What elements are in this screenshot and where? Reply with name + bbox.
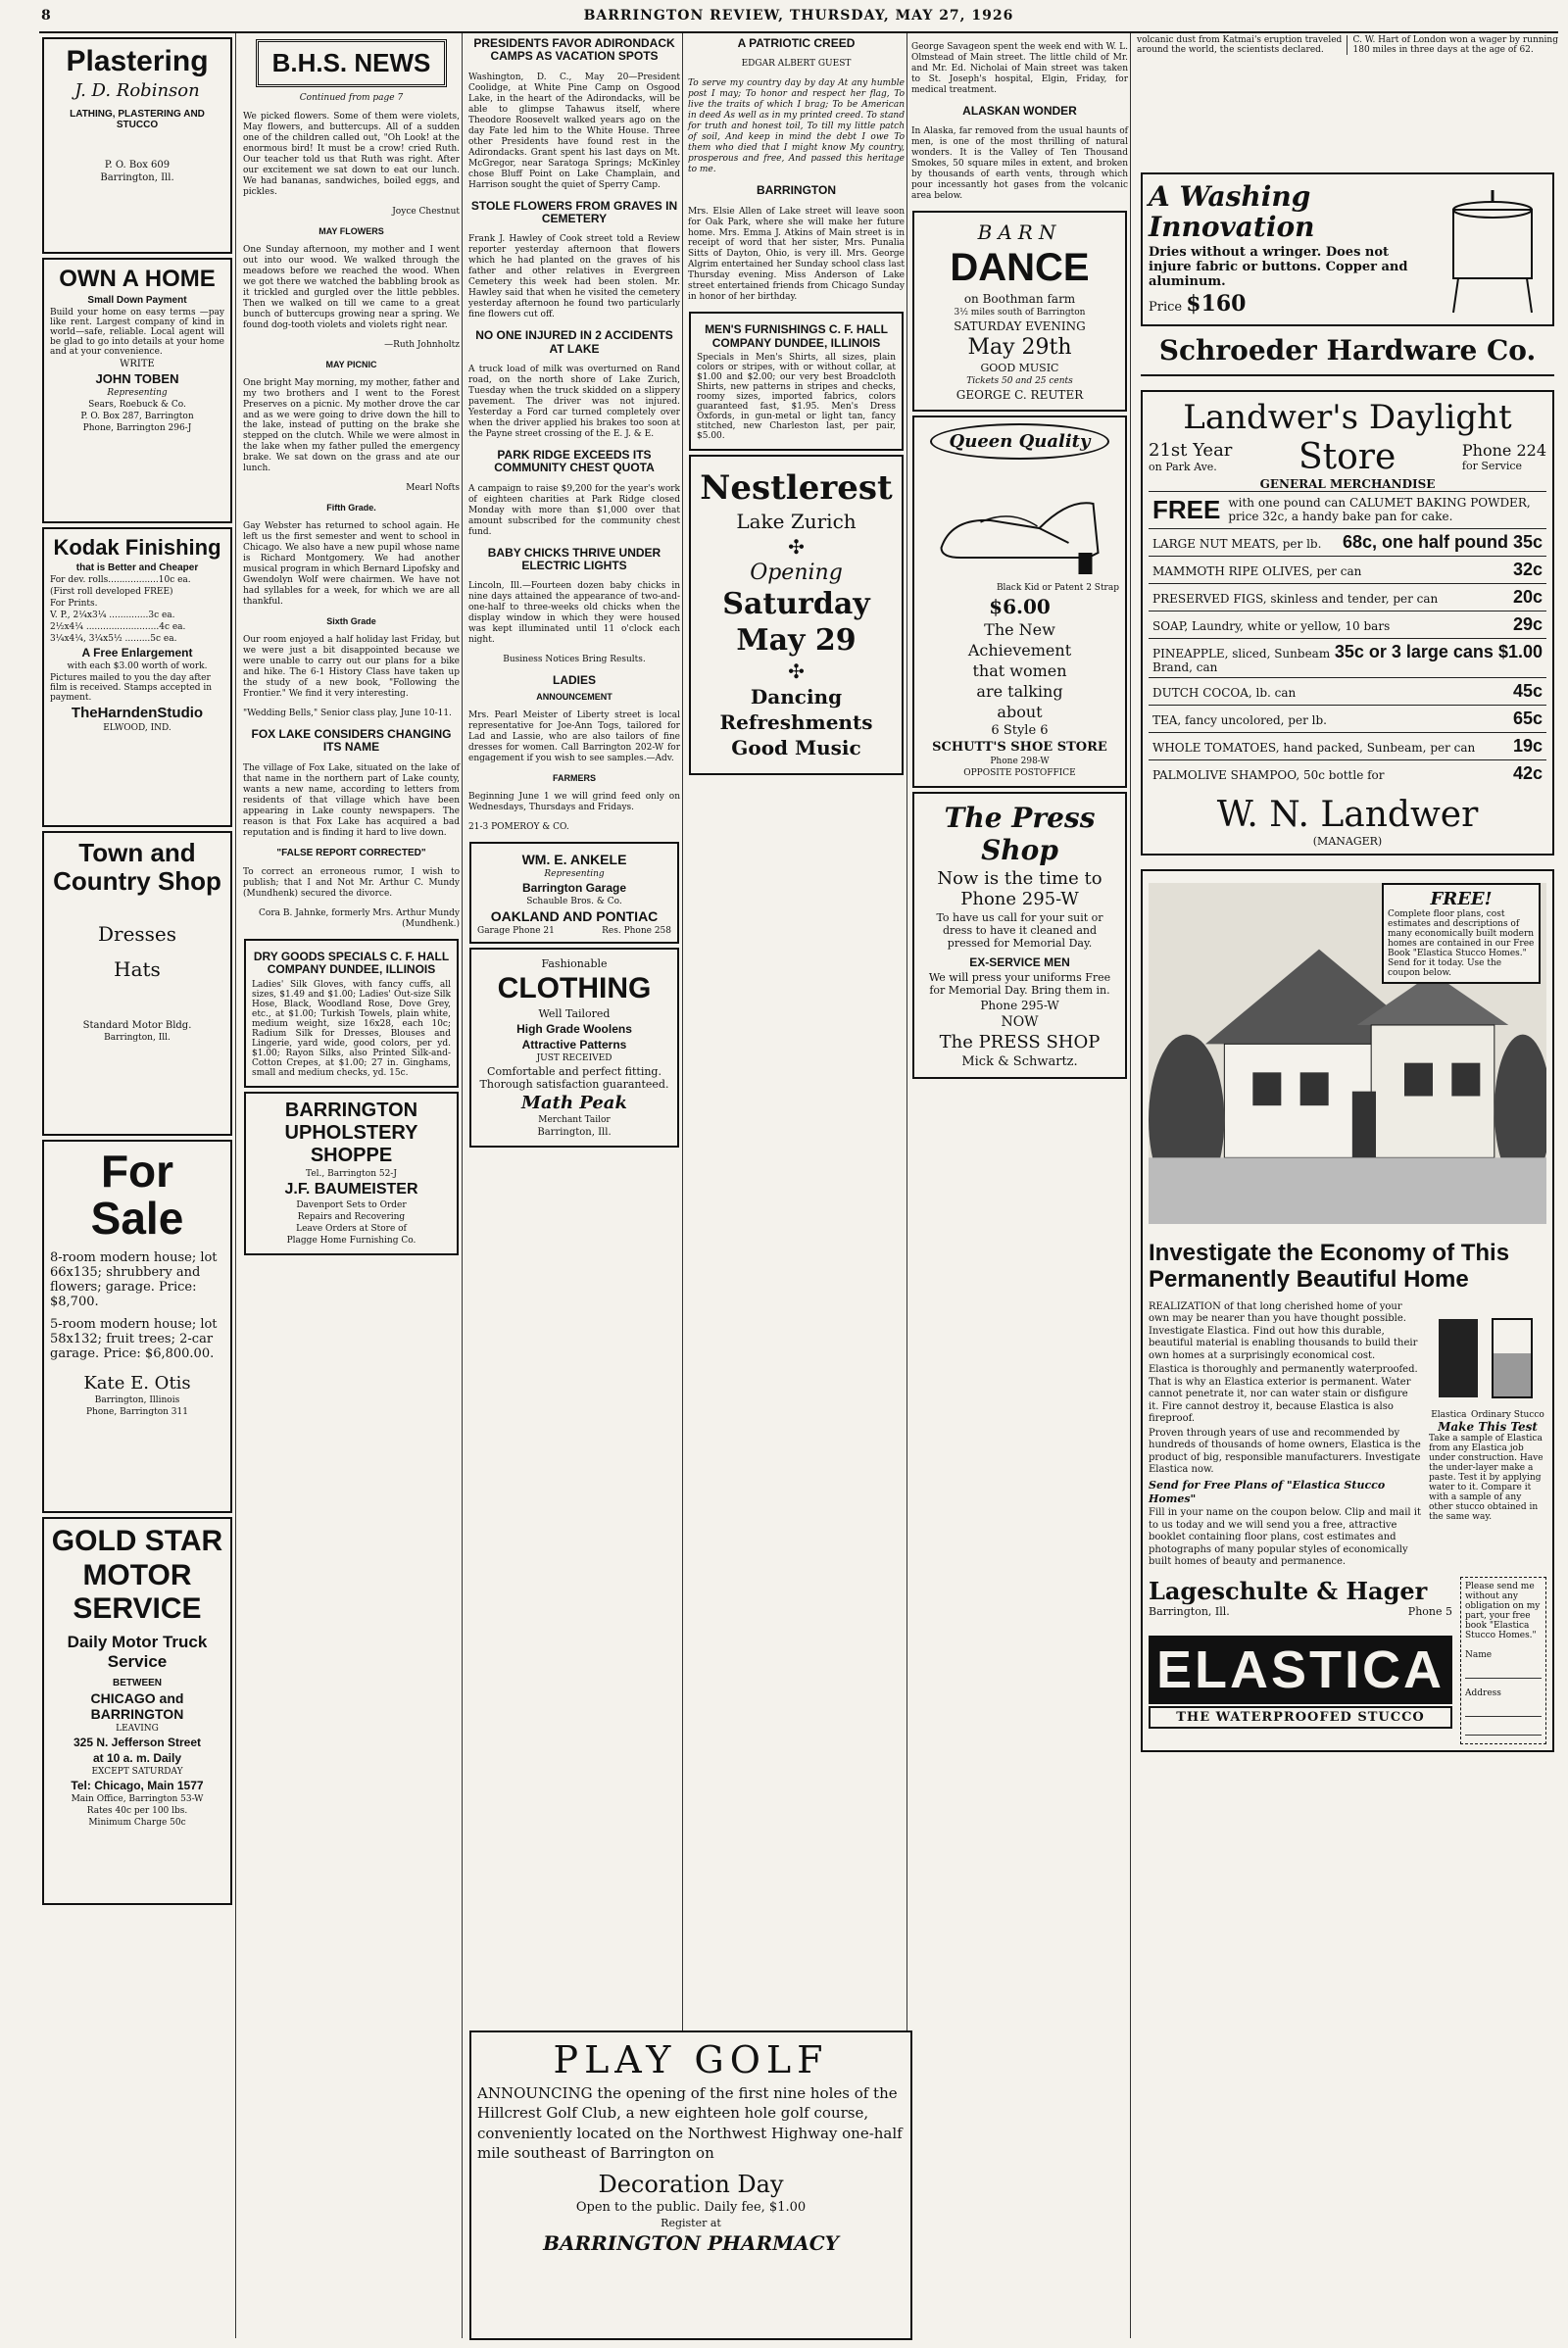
item-name: WHOLE TOMATOES, hand packed, Sunbeam, per can xyxy=(1152,740,1476,755)
item-name: PALMOLIVE SHAMPOO, 50c bottle for xyxy=(1152,767,1385,782)
dealer-town: Barrington, Ill. xyxy=(1149,1604,1230,1618)
ad-year: 21st Year xyxy=(1149,440,1233,462)
price-row xyxy=(1149,732,1546,759)
ad-box: P. O. Box 287, Barrington xyxy=(80,412,194,421)
ad-dresses: Dresses xyxy=(97,922,177,947)
ad-phone: Phone, Barrington 296-J xyxy=(82,423,192,433)
headline: NO ONE INJURED IN 2 ACCIDENTS AT LAKE xyxy=(475,328,673,356)
ad-title: PLAY GOLF xyxy=(553,2038,829,2081)
washing-ad xyxy=(1141,172,1554,326)
coupon-name-field[interactable] xyxy=(1465,1664,1542,1679)
article-text: To correct an erroneous rumor, I wish to publish; that I and Not Mr. Arthur C. Mundy (Mundhenk) secured the divorce. xyxy=(243,866,460,899)
item-name: MAMMOTH RIPE OLIVES, per can xyxy=(1152,563,1362,578)
price-value: $160 xyxy=(1186,290,1247,317)
ad-address: 325 N. Jefferson Street xyxy=(73,1735,202,1749)
headline: MAY FLOWERS xyxy=(318,225,384,236)
listing-1: 8-room modern house; lot 66x135; shrubbery and flowers; garage. Price: $8,700. xyxy=(50,1249,218,1309)
article-text: Gay Webster has returned to school again. He left us the first semester and went to school in Chicago. We also have a new pupil whose name is Richard Montgomery. We had another musical program in which Bernard Lipofsky and Gwendolyn Wolf were chairmen. We have not had syllables for a week, for which we are all thankful. xyxy=(243,521,460,608)
ad-owner: W. N. Landwer xyxy=(1216,794,1479,835)
ad-title: Landwer's Daylight xyxy=(1183,397,1512,437)
ad-cars: OAKLAND AND PONTIAC xyxy=(490,907,659,924)
column-6 xyxy=(1133,33,1562,2338)
ad-park: on Park Ave. xyxy=(1149,461,1217,474)
ad-owners: Mick & Schwartz. xyxy=(961,1054,1078,1070)
headline: LADIES xyxy=(552,673,596,688)
ad-tel: Tel., Barrington 52-J xyxy=(306,1168,397,1179)
ad-studio: TheHarndenStudio xyxy=(71,705,204,721)
ad-title: The Press Shop xyxy=(944,802,1096,867)
article-text: Mrs. Elsie Allen of Lake street will leave soon for Oak Park, where she will make her future home. Mrs. Emma J. Atkins of Main street is in receipt of word that her sister, Mrs. Punalia Sitts of Dayton, Ohio, is very ill. Mrs. George Algrim entertained her Sunday school class last Thursday evening. Miss Anderson of Lake street entertained friends from Chicago Sunday in honor of her birthday. xyxy=(688,206,905,303)
item-price: 19c xyxy=(1512,735,1543,756)
ad-company: Sears, Roebuck & Co. xyxy=(88,400,186,410)
test-text: Take a sample of Elastica from any Elastica job under construction. Have the under-layer make a paste. Test it by applying water to it. Compare it with a sample of any other stucco obtained in the same way. xyxy=(1429,1433,1544,1522)
ad-name: GEORGE C. REUTER xyxy=(956,388,1084,403)
elastica-text xyxy=(1149,1299,1421,1571)
ad-manager: (MANAGER) xyxy=(1312,834,1383,848)
ad-title: OWN A HOME xyxy=(59,266,216,292)
article-text: George Savageon spent the week end with W. L. Olmstead of Main street. The little child of Mr. and Mr. Ed. Nicholai of Main street was taken to St. Joseph's hospital, Elgin, Friday, for medical treatment. xyxy=(911,42,1128,95)
shoe-icon xyxy=(920,460,1119,577)
article-text: One Sunday afternoon, my mother and I went out into our wood. We walked through the meadows before we reached the wood. When we got there we watched the babbling brook as it trickled and gurgled over the little pebbles. Then we walked on till we came to a great bunch of buttercups growing near a spring. We found dog-tooth violets and violets right near. xyxy=(243,244,460,330)
ad-paragraph: Elastica is thoroughly and permanently waterproofed. That is why an Elastica exterior is permanent. Water cannot penetrate it, nor can water stain or disfigure it. Fire cannot destroy it, because Elastica is also fireproof. xyxy=(1149,1364,1418,1425)
article xyxy=(911,42,1128,202)
article-text: Lincoln, Ill.—Fourteen dozen baby chicks in nine days attained the appearance of two-and-one-half to three-weeks old chicks when the display window in which they were housed was kept illuminated until 11 o'clock each night. xyxy=(468,581,680,646)
ad-line: Leave Orders at Store of xyxy=(296,1223,407,1234)
queen-quality-logo: Queen Quality xyxy=(930,423,1110,460)
item-name: TEA, fancy uncolored, per lb. xyxy=(1152,712,1327,727)
free-text: Complete floor plans, cost estimates and descriptions of many economically built modern homes are contained in our Free Book "Elastica Stucco Homes." Send for it today. Use the coupon below. xyxy=(1388,908,1535,978)
ad-garage: Barrington Garage xyxy=(521,880,627,895)
ad-contact-name: JOHN TOBEN xyxy=(95,371,179,386)
ad-shop: SCHUTT'S SHOE STORE xyxy=(932,740,1107,756)
ad-body: ANNOUNCING the opening of the first nine holes of the Hillcrest Golf Club, a new eighteen hole golf course, conveniently located on the Northwest Highway one-half mile southeast of Barrington on xyxy=(477,2084,903,2162)
poem-text: To serve my country day by day At any humble post I may; To honor and respect her flag, To live the traits of which I brag; To be American in deed As well as in my printed creed. To stand for truth and honest toil, To till my little patch of soil, And keep in mind the debt I owe To them who died that I might know My country, prosperous and free, And passed this heritage to me. xyxy=(688,78,905,175)
filler-line: Business Notices Bring Results. xyxy=(503,655,646,665)
ornament-icon: ✣ xyxy=(788,535,805,560)
ad-register: Register at xyxy=(661,2217,721,2229)
ad-now: Now is the time to Phone 295-W xyxy=(937,868,1102,910)
dealer-info xyxy=(1149,1605,1452,1618)
ad-body: Comfortable and perfect fitting. Thorough satisfaction guaranteed. xyxy=(479,1064,669,1091)
signature: Mearl Nofts xyxy=(406,483,460,494)
play-golf-ad xyxy=(469,2030,912,2340)
item-name: LARGE NUT MEATS, per lb. xyxy=(1152,536,1322,551)
ad-line: Plagge Home Furnishing Co. xyxy=(286,1235,416,1246)
article xyxy=(688,37,905,303)
item-price: 68c, one half pound 35c xyxy=(1342,531,1543,552)
ad-mail-note: Pictures mailed to you the day after film is received. Stamps accepted in payment. xyxy=(50,673,213,703)
ad-title: Town and Country Shop xyxy=(53,838,221,896)
article-text: In Alaska, far removed from the usual haunts of men, is one of the most thrilling of natural wonders. It is the Valley of Ten Thousand Smokes, 50 square miles in extent, and broken by thousands of earth vents, through which pour incessantly hot gases from the volcanic area below. xyxy=(911,126,1128,202)
ad-sub: that is Better and Cheaper xyxy=(75,563,199,573)
ad-music: GOOD MUSIC xyxy=(980,362,1059,375)
article-text: We picked flowers. Some of them were violets, May flowers, and buttercups. All of a sudden one of the children called out, "Oh Look! at the enormous bird! It must be a crow! cried Ruth. Our teacher told us that Ruth was right. After our excitement we sat down to eat our lunch. We had bananas, sandwiches, boiled eggs, and pickles. xyxy=(243,112,460,197)
top-briefs xyxy=(1137,35,1558,55)
article-text: A truck load of milk was overturned on Rand road, on the north shore of Lake Zurich, Tuesday when the truck skidded on a slippery pavement. The driver was not injured. Yesterday a Ford car turned completely over when the driver applied his brakes too soon at the Payne street crossing of the E. J. & E. xyxy=(468,365,680,439)
ad-now-b: NOW xyxy=(1001,1014,1039,1031)
ad-line: Repairs and Recovering xyxy=(297,1211,406,1222)
ad-phone: Phone 224 xyxy=(1461,441,1546,461)
item-name: DUTCH COCOA, lb. can xyxy=(1152,685,1297,700)
ad-day: Saturday xyxy=(722,587,870,622)
ad-name: Math Peak xyxy=(521,1092,627,1113)
test-panel xyxy=(1429,1299,1546,1571)
ad-company: Schauble Bros. & Co. xyxy=(526,896,622,906)
ad-rep: Representing xyxy=(544,868,605,879)
coupon-address-label: Address xyxy=(1465,1688,1501,1698)
headline: ANNOUNCEMENT xyxy=(536,691,612,702)
ad-top: Fashionable xyxy=(541,956,608,970)
ad-body: Ladies' Silk Gloves, with fancy cuffs, all sizes, $1.49 and $1.00; Ladies' Out-size Silk Hose, Black, Woodland Rose, Dove Grey, etc., at $1.00; Turkish Towels, plain white, medium weight, size 16x28, each 10c; Radium Silk for Dresses, Blouses and Lingerie, yard wide, good colors, per yd. $1.00; Rayon Silks, also Printed Silk-and-Cotton Crepes, at $1.00; 27 in. Ginghams, small and medium checks, yd. 15c. xyxy=(252,979,451,1078)
ad-town: Barrington, Illinois xyxy=(94,1394,180,1405)
ad-role: Merchant Tailor xyxy=(538,1114,611,1125)
article-text: "Wedding Bells," Senior class play, June 10-11. xyxy=(243,709,452,718)
ad-price xyxy=(1149,291,1433,317)
ad-title: Nestlerest xyxy=(700,468,893,509)
water-test-glasses-icon xyxy=(1429,1299,1546,1407)
ad-open: Open to the public. Daily fee, $1.00 xyxy=(575,2200,807,2215)
price-row xyxy=(1149,611,1546,638)
article-text: Our room enjoyed a half holiday last Friday, but we were just a bit disappointed because we were unable to carry out our plans for a bike and hike. The 6-1 History Class have taken up the study of a new book, "Following the Frontier." We find it very interesting. xyxy=(243,635,460,700)
ad-line: are talking xyxy=(976,682,1063,702)
ad-enlargement: A Free Enlargement xyxy=(81,646,193,660)
ad-line: Achievement xyxy=(967,641,1072,660)
residence-phone: Res. Phone 258 xyxy=(602,925,671,936)
ad-line: Good Music xyxy=(731,736,861,760)
ad-phones xyxy=(477,926,671,936)
price-line: For Prints. xyxy=(50,599,98,609)
ad-body: To have us call for your suit or dress to have it cleaned and pressed for Memorial Day. xyxy=(936,911,1103,951)
ad-route: CHICAGO and BARRINGTON xyxy=(90,1689,184,1722)
price-label: Price xyxy=(1149,299,1183,315)
ad-title: MEN'S FURNISHINGS C. F. HALL COMPANY DUNDEE, ILLINOIS xyxy=(705,322,888,350)
ad-dance: DANCE xyxy=(950,246,1090,290)
brief-text: volcanic dust from Katmai's eruption traveled around the world, the scientists declared. xyxy=(1137,35,1348,55)
ad-box: P. O. Box 609 xyxy=(104,160,171,171)
ad-sub: Small Down Payment xyxy=(87,295,187,306)
gold-star-ad xyxy=(42,1517,232,1905)
ad-building: Standard Motor Bldg. xyxy=(82,1020,192,1032)
landwer-price-list xyxy=(1149,528,1546,787)
masthead-title: BARRINGTON REVIEW, THURSDAY, MAY 27, 1926 xyxy=(583,8,1014,24)
article-text: A campaign to raise $9,200 for the year's work of eighteen charities at Park Ridge closed Monday with more than $1,000 over that amount subscribed for the community chest fund. xyxy=(468,483,680,537)
press-shop-ad xyxy=(912,792,1127,1079)
ad-minimum: Minimum Charge 50c xyxy=(88,1817,186,1828)
headline: A PATRIOTIC CREED xyxy=(737,36,856,50)
ad-body: Dries without a wringer. Does not injure fabric or buttons. Copper and aluminum. xyxy=(1149,244,1408,289)
coupon[interactable] xyxy=(1460,1577,1546,1744)
price-row xyxy=(1149,638,1546,677)
item-price: 20c xyxy=(1512,586,1543,607)
headline: STOLE FLOWERS FROM GRAVES IN CEMETERY xyxy=(470,198,678,225)
ad-leaving: LEAVING xyxy=(116,1723,159,1734)
barn-dance-ad xyxy=(912,211,1127,412)
article-text: One bright May morning, my mother, father and my two brothers and I went to the Forest Preserves on a picnic. My mother drove the car and as we were going to drive down the hill to the lake, instead of putting on the brake she stepped on the clutch. While we were almost in the lake when my father pulled the emergency brake. We sat down on the grass and ate our lunch. xyxy=(243,377,460,474)
nestlerest-ad xyxy=(689,455,904,775)
ad-date: May 29 xyxy=(736,623,857,659)
article xyxy=(468,37,680,833)
coupon-name-label: Name xyxy=(1465,1649,1493,1660)
town-country-ad xyxy=(42,831,232,1136)
column-2 xyxy=(241,33,463,2338)
ad-name: J. D. Robinson xyxy=(74,80,200,101)
ad-rates: Rates 40c per 100 lbs. xyxy=(86,1805,188,1816)
item-price: 29c xyxy=(1512,613,1543,634)
headline: FARMERS xyxy=(552,772,596,783)
elastica-ad xyxy=(1141,869,1554,1752)
ad-town: ELWOOD, IND. xyxy=(103,723,172,733)
clothing-ad xyxy=(469,948,679,1148)
ad-title: BARRINGTON UPHOLSTERY SHOPPE xyxy=(284,1099,418,1166)
own-home-ad xyxy=(42,258,232,523)
ad-time: at 10 a. m. Daily xyxy=(92,1750,182,1765)
headline: Sixth Grade xyxy=(326,616,376,627)
price-row xyxy=(1149,556,1546,583)
headline: MAY PICNIC xyxy=(325,359,377,369)
free-box xyxy=(1382,883,1541,984)
listing-2: 5-room modern house; lot 58x132; fruit trees; 2-car garage. Price: $6,800.00. xyxy=(50,1316,218,1361)
kodak-ad xyxy=(42,527,232,827)
ad-shop: The PRESS SHOP xyxy=(939,1032,1101,1053)
label-ordinary: Ordinary Stucco xyxy=(1470,1409,1544,1420)
ad-contact-name: Kate E. Otis xyxy=(83,1372,191,1394)
ad-style: Black Kid or Patent 2 Strap xyxy=(996,583,1119,594)
item-price: 45c xyxy=(1512,680,1543,701)
ad-body: Specials in Men's Shirts, all sizes, plain colors or stripes, with or without collar, at $1.00 and $2.00; our very best Broadcloth Shirts, new patterns in stripes and checks, roomy sizes, imported fabrics, colors guaranteed fast, $1.95. Men's Dress Oxfords, in gun-metal or light tan, fancy stitched, new Charleston last, per pair, $5.00. xyxy=(697,353,896,442)
test-title: Make This Test xyxy=(1438,1419,1538,1434)
ad-line: that women xyxy=(972,661,1067,681)
ad-rep: Representing xyxy=(107,388,168,398)
ad-opposite: OPPOSITE POSTOFFICE xyxy=(963,768,1076,779)
price-line: 3¼x4¼, 3¼x5½ .........5c ea. xyxy=(50,634,177,644)
ad-line: Refreshments xyxy=(719,710,873,735)
ad-line: Davenport Sets to Order xyxy=(296,1199,407,1210)
masthead xyxy=(39,4,1558,33)
ad-send: Send for Free Plans of "Elastica Stucco Homes" xyxy=(1149,1478,1386,1505)
ad-opening: Opening xyxy=(750,561,843,586)
coupon-text: Please send me without any obligation on my part, your free book "Elastica Stucco Homes." xyxy=(1465,1581,1541,1640)
item-price: 42c xyxy=(1512,762,1543,783)
ad-line: Attractive Patterns xyxy=(521,1037,627,1052)
test-labels xyxy=(1429,1410,1546,1420)
headline: PARK RIDGE EXCEEDS ITS COMMUNITY CHEST QUOTA xyxy=(494,447,655,475)
elastica-bottom xyxy=(1149,1577,1546,1744)
item-name: SOAP, Laundry, white or yellow, 10 bars xyxy=(1152,618,1391,633)
article-text: The village of Fox Lake, situated on the lake of that name in the northern part of Lake county, wants a new name, according to letters from residents of that village which have been appearing in Lake county newspapers. The reason is that Fox Lake has acquired a bad reputation and is finding it hard to live down. xyxy=(243,762,460,838)
article xyxy=(243,112,460,930)
price-row xyxy=(1149,583,1546,611)
continued-note: Continued from page 7 xyxy=(299,93,404,103)
item-price: 35c or 3 large cans $1.00 xyxy=(1334,641,1543,661)
ad-when: SATURDAY EVENING xyxy=(954,319,1086,334)
ad-phone: Phone, Barrington 311 xyxy=(85,1406,188,1417)
ad-line: High Grade Woolens xyxy=(516,1021,632,1036)
elastica-top xyxy=(1149,877,1546,1234)
plastering-ad xyxy=(42,37,232,254)
signature: Joyce Chestnut xyxy=(392,206,460,217)
item-name: PINEAPPLE, sliced, Sunbeam Brand, can xyxy=(1152,646,1331,674)
ad-tel: Tel: Chicago, Main 1577 xyxy=(71,1778,204,1792)
article-text: Washington, D. C., May 20—President Coolidge, at White Pine Camp on Osgood Lake, in the heart of the Adirondacks, will be able to glimpse Tahawus itself, where Theodore Roosevelt walked years ago on the day Fate led him to the White House. Three other Presidents have found rest in the Adirondacks. Grant spent his last days on Mt. McGregor, near Saratoga Springs; McKinley chose Bluff Point on Lake Champlain, and Harrison sought the quiet of Sperry Camp. xyxy=(468,72,680,190)
coupon-address-field-2[interactable] xyxy=(1465,1721,1542,1736)
headline: "FALSE REPORT CORRECTED" xyxy=(276,847,426,858)
price-line: For dev. rolls..................10c ea. xyxy=(50,575,191,585)
free-text: with one pound can CALUMET BAKING POWDER, price 32c, a handy bake pan for cake. xyxy=(1228,496,1531,524)
headline: BABY CHICKS THRIVE UNDER ELECTRIC LIGHTS xyxy=(487,545,662,572)
section-title: B.H.S. NEWS xyxy=(256,39,448,87)
ad-date: May 29th xyxy=(967,335,1072,361)
landwer-ad xyxy=(1141,390,1554,856)
for-sale-ad xyxy=(42,1140,232,1513)
column-3 xyxy=(466,33,683,2338)
ad-general-merchandise: GENERAL MERCHANDISE xyxy=(1259,476,1436,491)
landwer-free xyxy=(1149,491,1546,528)
column-5 xyxy=(909,33,1131,2338)
elastica-logo-sub: THE WATERPROOFED STUCCO xyxy=(1149,1706,1452,1729)
signature: —Ruth Johnholtz xyxy=(384,339,460,350)
ad-body: Build your home on easy terms —pay like rent. Largest company of kind in world—safe, reliable. Local agent will be glad to go into details at your home and at your convenience. xyxy=(50,308,224,357)
ad-line: about xyxy=(997,703,1043,722)
ad-pharmacy: BARRINGTON PHARMACY xyxy=(543,2231,839,2255)
landwer-year xyxy=(1149,440,1232,473)
free-title: FREE! xyxy=(1430,888,1493,909)
ad-miles: 3½ miles south of Barrington xyxy=(954,308,1086,318)
ad-place: Lake Zurich xyxy=(736,510,857,534)
headline: FOX LAKE CONSIDERS CHANGING ITS NAME xyxy=(251,726,452,755)
ad-style: 6 Style 6 xyxy=(991,723,1049,739)
ad-office: Main Office, Barrington 53-W xyxy=(71,1793,204,1804)
ad-name: WM. E. ANKELE xyxy=(521,851,627,867)
article-text: 21-3 POMEROY & CO. xyxy=(468,821,569,832)
ad-title: Kodak Finishing xyxy=(53,535,221,560)
ad-headline: Investigate the Economy of This Permanently Beautiful Home xyxy=(1149,1239,1510,1294)
author: EDGAR ALBERT GUEST xyxy=(741,59,852,70)
ad-line: The New xyxy=(984,620,1055,640)
ad-title: Plastering xyxy=(66,45,209,77)
bhs-news-header xyxy=(241,39,462,87)
ad-title: CLOTHING xyxy=(497,971,652,1004)
ad-title: BARN xyxy=(977,220,1062,245)
dealer-box xyxy=(1149,1577,1452,1744)
column-4 xyxy=(686,33,907,2338)
ad-phone: Phone 298-W xyxy=(990,757,1050,767)
ad-store: Store xyxy=(1298,436,1396,477)
ad-line: Dancing xyxy=(750,685,843,709)
price-row xyxy=(1149,528,1546,556)
ad-title: For Sale xyxy=(90,1146,184,1245)
ad-decoration-day: Decoration Day xyxy=(598,2171,784,2198)
ad-price: $6.00 xyxy=(989,595,1051,619)
ad-line: JUST RECEIVED xyxy=(536,1052,612,1063)
washing-machine-icon xyxy=(1439,180,1546,318)
dealer-name: Lageschulte & Hager xyxy=(1149,1576,1428,1605)
item-price: 32c xyxy=(1512,559,1543,579)
article-text: Mrs. Pearl Meister of Liberty street is local representative for Joe-Ann Togs, tailored for Lad and Lassie, who are also tailors of fine dresses for women. Call Barrington 202-W for engagement if you wish to see samples.—Adv. xyxy=(468,709,680,763)
coupon-address-field[interactable] xyxy=(1465,1702,1542,1717)
item-name: PRESERVED FIGS, skinless and tender, per can xyxy=(1152,591,1439,606)
item-price: 65c xyxy=(1512,708,1543,728)
price-row xyxy=(1149,705,1546,732)
headline: PRESIDENTS FAVOR ADIRONDACK CAMPS AS VACATION SPOTS xyxy=(473,36,675,64)
ad-service: for Service xyxy=(1461,460,1523,473)
ad-paragraph: REALIZATION of that long cherished home of your own may be nearer than you have thought possible. Investigate Elastica. Find out how this durable, beautiful material is enabling thousands to build their own homes at a surprisingly economical cost. xyxy=(1149,1300,1418,1361)
washing-store: Schroeder Hardware Co. xyxy=(1141,334,1554,376)
ad-title: DRY GOODS SPECIALS C. F. HALL COMPANY DUNDEE, ILLINOIS xyxy=(253,949,450,977)
ad-title: GOLD STAR MOTOR SERVICE xyxy=(51,1525,223,1625)
ad-title: A Washing Innovation xyxy=(1149,180,1315,243)
dealer-phone: Phone 5 xyxy=(1407,1604,1452,1618)
ad-line: Well Tailored xyxy=(538,1006,611,1020)
dry-goods-ad xyxy=(244,939,459,1088)
landwer-sub xyxy=(1149,437,1546,477)
label-elastica: Elastica xyxy=(1431,1409,1467,1420)
queen-quality-ad xyxy=(912,416,1127,788)
elastica-body xyxy=(1149,1299,1546,1571)
brief-text: C. W. Hart of London won a wager by running 180 miles in three days at the age of 62. xyxy=(1352,35,1558,55)
ad-except: EXCEPT SATURDAY xyxy=(91,1766,183,1777)
price-line: V. P., 2¼x3¼ ..............3c ea. xyxy=(50,611,175,620)
washing-text xyxy=(1149,180,1433,318)
ornament-icon: ✣ xyxy=(788,660,805,684)
garage-phone: Garage Phone 21 xyxy=(477,925,555,936)
ad-tickets: Tickets 50 and 25 cents xyxy=(966,376,1073,387)
elastica-logo: ELASTICA xyxy=(1149,1636,1452,1704)
signature: Cora B. Jahnke, formerly Mrs. Arthur Mundy (Mundhenk.) xyxy=(259,907,460,929)
ad-town: Barrington, Ill. xyxy=(100,172,174,183)
price-line: (First roll developed FREE) xyxy=(50,587,173,597)
ad-paragraph: Proven through years of use and recommended by hundreds of thousands of home owners, Elastica is the product of big, responsible manufacturers. Investigate Elastica now. xyxy=(1149,1427,1421,1476)
ad-town: Barrington, Ill. xyxy=(537,1126,612,1138)
headline: ALASKAN WONDER xyxy=(962,103,1077,118)
ad-town: Barrington, Ill. xyxy=(104,1033,171,1044)
ad-between: BETWEEN xyxy=(113,1677,162,1688)
page-number: 8 xyxy=(41,8,51,24)
ad-enlargement-note: with each $3.00 worth of work. xyxy=(67,661,208,671)
ankele-ad xyxy=(469,842,679,944)
headline: Fifth Grade. xyxy=(326,503,376,514)
ad-location: on Boothman farm xyxy=(963,292,1076,307)
ad-phone: Phone 295-W xyxy=(980,999,1059,1013)
article-text: Frank J. Hawley of Cook street told a Review reporter yesterday afternoon that flowers which he had planted on the graves of his father and other relatives in Evergreen Cemetery this week had been stolen. Mr. Hawley said that when he visited the cemetery yesterday afternoon he found two particularly fine flowers cut off. xyxy=(468,234,680,320)
upholstery-ad xyxy=(244,1092,459,1255)
landwer-phone xyxy=(1462,441,1546,472)
hall-mens-ad xyxy=(689,312,904,451)
price-row xyxy=(1149,759,1546,787)
ad-services: LATHING, PLASTERING AND STUCCO xyxy=(70,109,205,130)
headline: BARRINGTON xyxy=(756,183,837,198)
price-row xyxy=(1149,677,1546,705)
ad-name: J.F. BAUMEISTER xyxy=(284,1180,418,1198)
ad-paragraph: Fill in your name on the coupon below. Clip and mail it to us today and we will send you a free, attractive booklet containing floor plans, cost estimates and photographs of many popular styles of economically built homes of beauty and permanence. xyxy=(1149,1507,1421,1568)
article-text: Beginning June 1 we will grind feed only on Wednesdays, Thursdays and Fridays. xyxy=(468,791,680,812)
ad-daily: Daily Motor Truck Service xyxy=(67,1632,208,1671)
ad-write: WRITE xyxy=(120,359,155,369)
free-label: FREE xyxy=(1152,494,1221,524)
ad-hats: Hats xyxy=(114,957,161,982)
column-1 xyxy=(39,33,236,2338)
ad-ex-service-text: We will press your uniforms Free for Memorial Day. Bring them in. xyxy=(928,971,1111,998)
ad-ex-service: EX-SERVICE MEN xyxy=(969,955,1070,970)
price-line: 2½x4¼ ..........................4c ea. xyxy=(50,622,186,632)
